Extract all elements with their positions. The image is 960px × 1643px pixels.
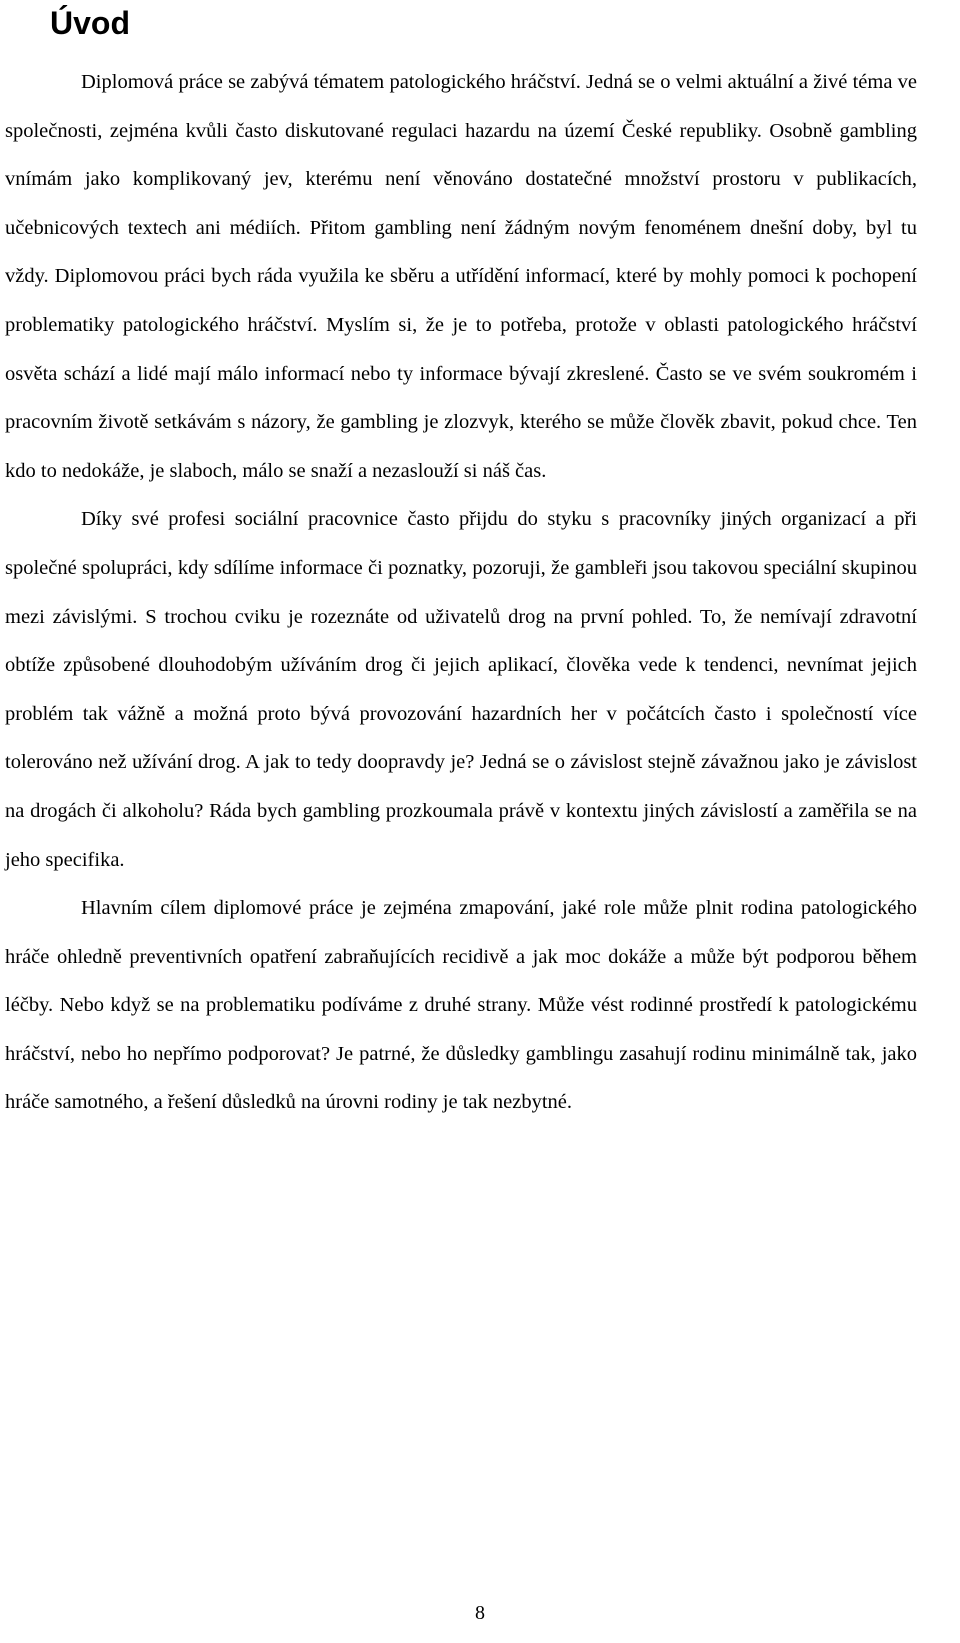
section-heading: Úvod bbox=[50, 5, 130, 41]
page-number: 8 bbox=[475, 1602, 485, 1624]
paragraph: Diplomová práce se zabývá tématem patologického hráčství. Jedná se o velmi aktuální a živé téma ve společnosti, zejména kvůli často diskutované regulaci hazardu na území České republiky. Osobně gambling vnímám jako komplikovaný jev, kterému není věnováno dostatečné množství prostoru v publikacích, učebnicových textech ani médiích. Přitom gambling není žádným novým fenoménem dnešní doby, byl tu vždy. Diplomovou práci bych ráda využila ke sběru a utřídění informací, které by mohly pomoci k pochopení problematiky patologického hráčství. Myslím si, že je to potřeba, protože v oblasti patologického hráčství osvěta schází a lidé mají málo informací nebo ty informace bývají zkreslené. Často se ve svém soukromém i pracovním životě setkávám s názory, že gambling je zlozvyk, kterého se může člověk zbavit, pokud chce. Ten kdo to nedokáže, je slaboch, málo se snaží a nezaslouží si náš čas. bbox=[5, 71, 917, 482]
paragraph: Díky své profesi sociální pracovnice často přijdu do styku s pracovníky jiných organizací a při společné spolupráci, kdy sdílíme informace či poznatky, pozoruji, že gambleři jsou takovou speciální skupinou mezi závislými. S trochou cviku je rozeznáte od uživatelů drog na první pohled. To, že nemívají zdravotní obtíže způsobené dlouhodobým užíváním drog či jejich aplikací, člověka vede k tendenci, nevnímat jejich problém tak vážně a možná proto bývá provozování hazardních her v počátcích často i společností více tolerováno než užívání drog. A jak to tedy doopravdy je? Jedná se o závislost stejně závažnou jako je závislost na drogách či alkoholu? Ráda bych gambling prozkoumala právě v kontextu jiných závislostí a zaměřila se na jeho specifika. bbox=[5, 508, 917, 871]
body-text bbox=[5, 58, 917, 1127]
paragraph: Hlavním cílem diplomové práce je zejména zmapování, jaké role může plnit rodina patologického hráče ohledně preventivních opatření zabraňujících recidivě a jak moc dokáže a může být podporou během léčby. Nebo když se na problematiku podíváme z druhé strany. Může vést rodinné prostředí k patologickému hráčství, nebo ho nepřímo podporovat? Je patrné, že důsledky gamblingu zasahují rodinu minimálně tak, jako hráče samotného, a řešení důsledků na úrovni rodiny je tak nezbytné. bbox=[5, 897, 917, 1114]
